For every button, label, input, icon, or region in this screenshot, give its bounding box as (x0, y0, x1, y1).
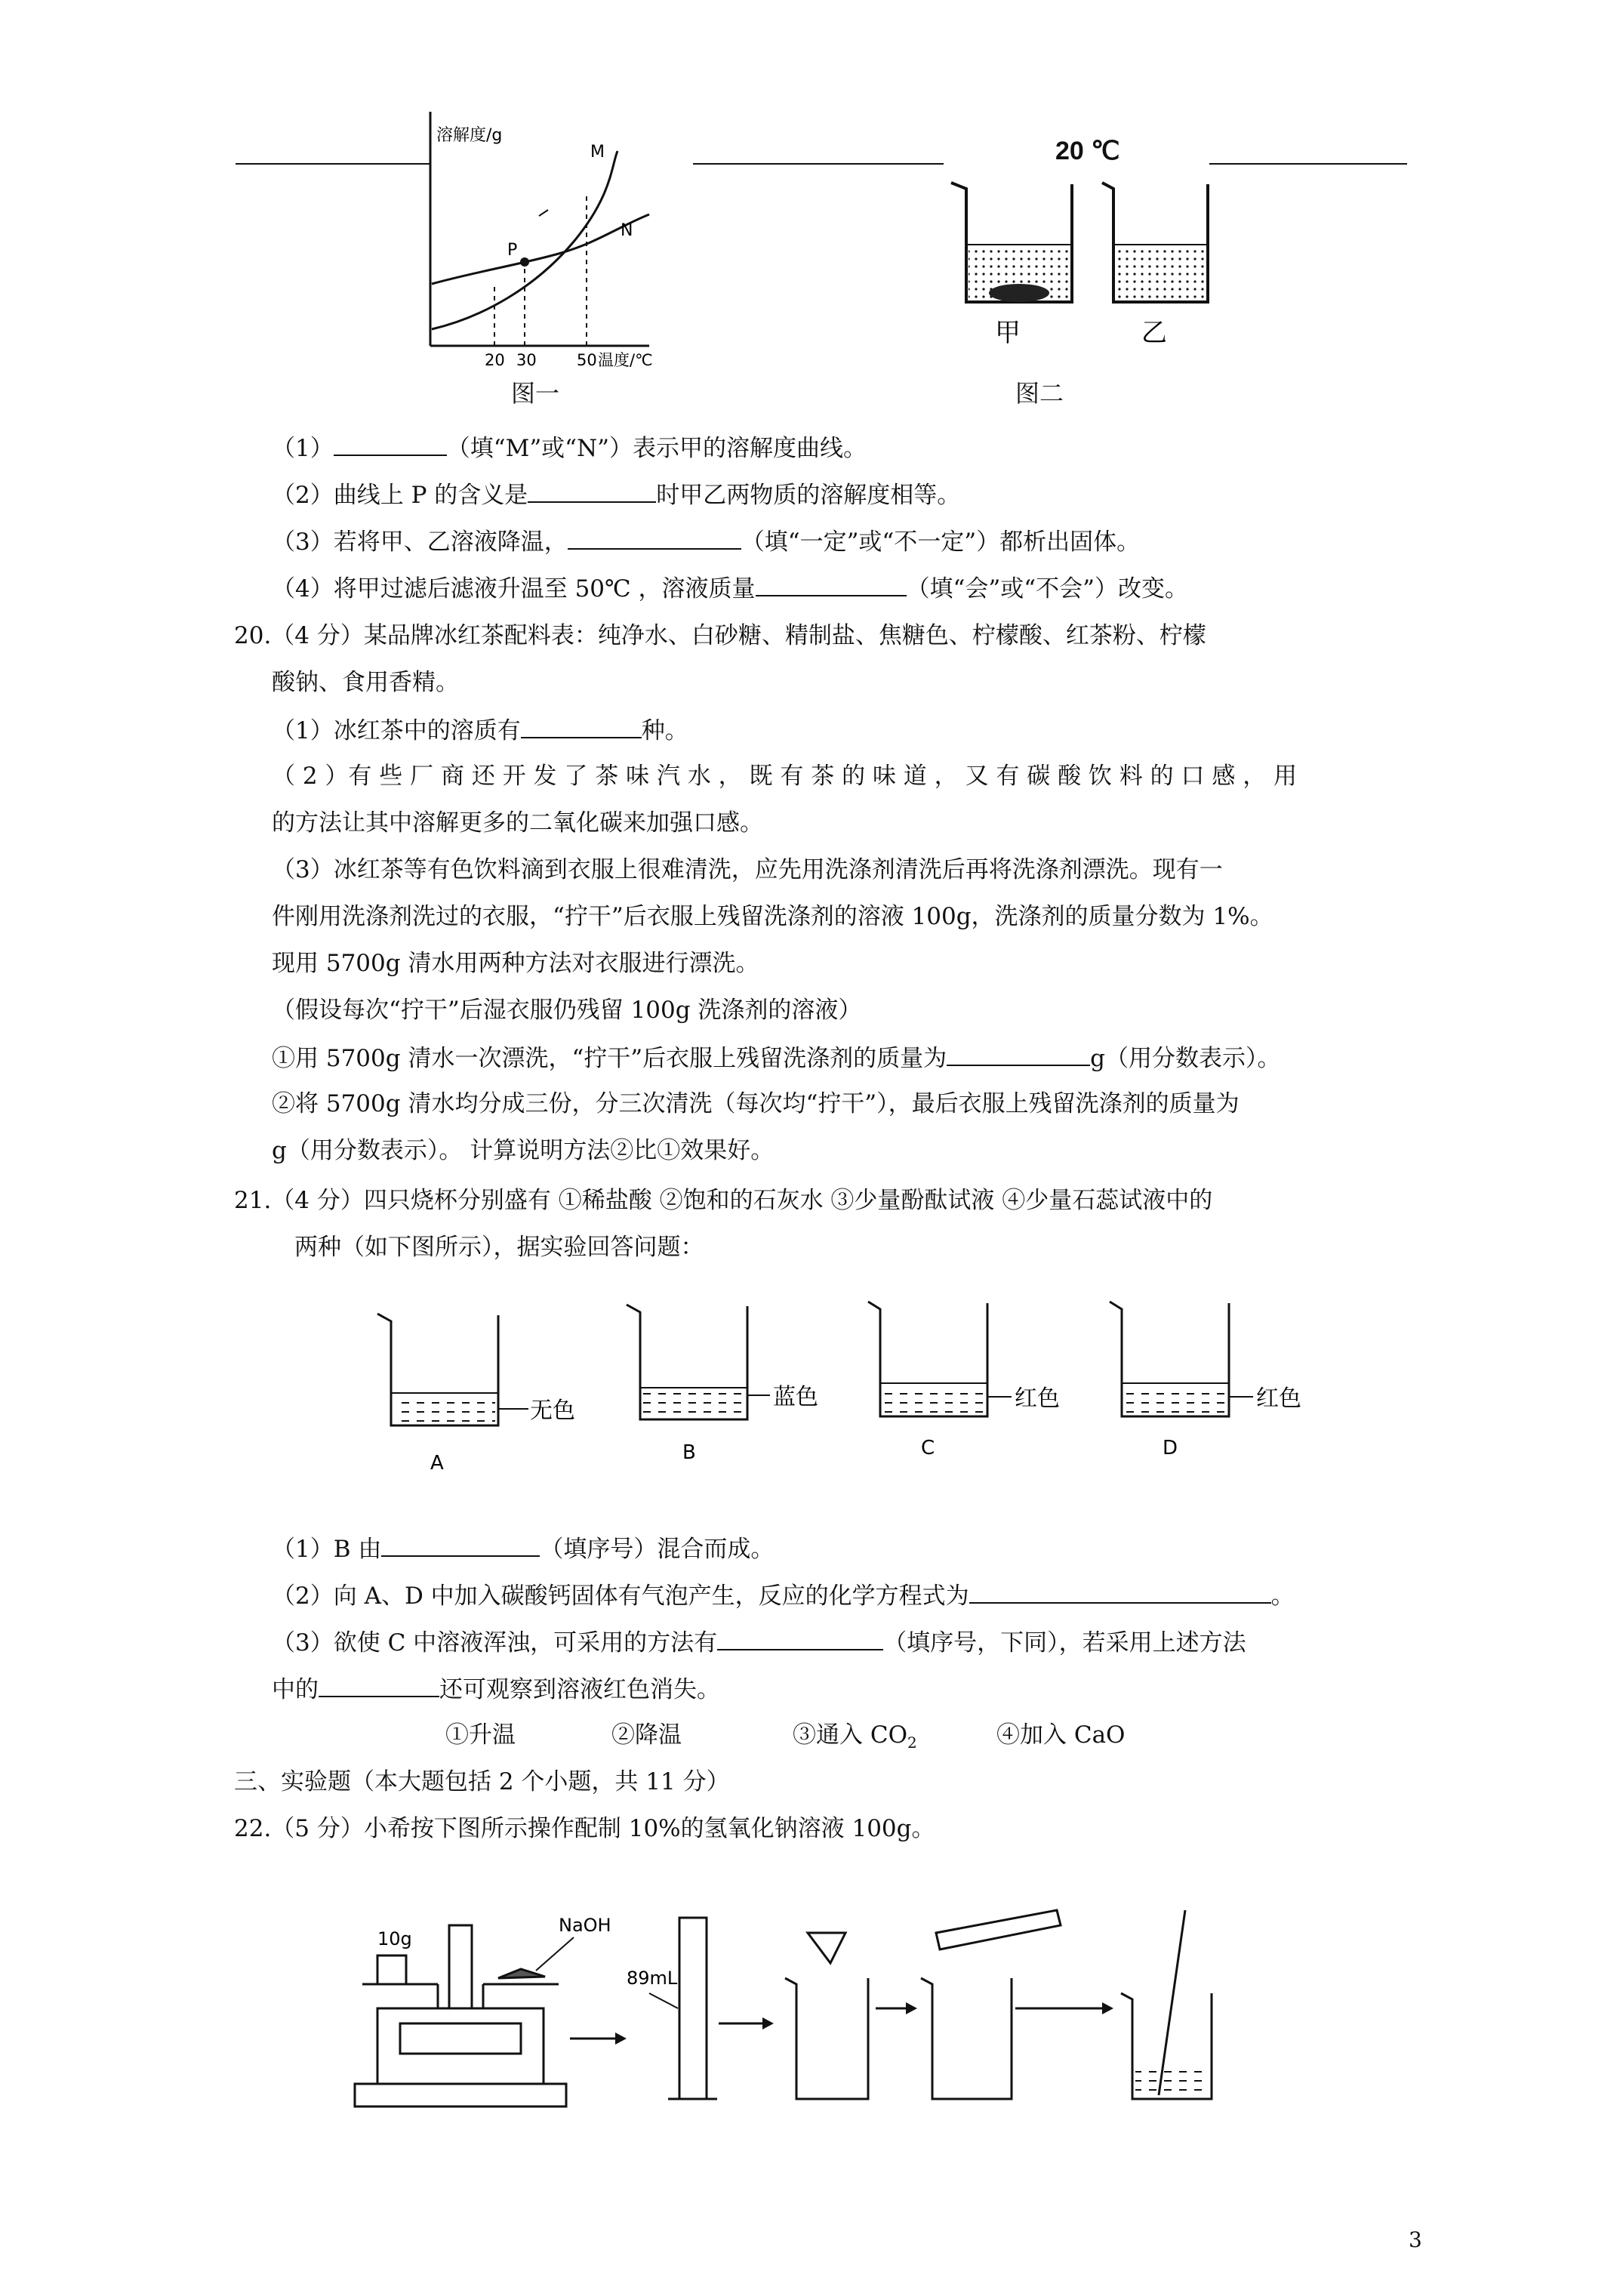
figure-1-caption: 图一 (511, 379, 560, 408)
q21-options (445, 1720, 1125, 1758)
beaker-a-label: A (430, 1452, 444, 1475)
beakers-figure (944, 174, 1230, 347)
fig2-temperature: 20 ℃ (1055, 137, 1120, 165)
volume-label: 89mL (627, 1968, 678, 1989)
beaker-pouring-icon (921, 1910, 1061, 2099)
q20-item-1: （1）冰红茶中的溶质有 种。 (272, 714, 688, 746)
q20-item-2: （ 2 ）有 些 厂 商 还 开 发 了 茶 味 汽 水 ， 既 有 茶 的 味 道 ， 又 有 碳 酸 饮 料 的 口 感 ， 用 (272, 763, 1298, 790)
option-3: ③通入 $CO_2$ (793, 1721, 917, 1752)
weight-label: 10g (377, 1928, 412, 1949)
beaker-d-label: D (1163, 1437, 1178, 1459)
q21-item-1: （1）B 由 （填序号）混合而成。 (272, 1533, 774, 1564)
q19-item-1: （1） （填“M”或“N”）表示甲的溶解度曲线。 (272, 432, 867, 464)
x-axis-label: 温度/℃ (598, 351, 653, 369)
beaker-b-label: B (682, 1441, 696, 1464)
point-p-label: P (507, 241, 518, 260)
q19-item-3: （3）若将甲、乙溶液降温， （填“一定”或“不一定”）都析出固体。 (272, 525, 1140, 557)
option-2: ②降温 (611, 1721, 682, 1749)
beaker-b (627, 1305, 770, 1419)
beaker-a-color: 无色 (530, 1398, 575, 1424)
four-beakers-figure (370, 1299, 1321, 1487)
point-p (520, 257, 529, 267)
curve-n-label: N (621, 221, 633, 240)
q20-item-3-method1: ①用 5700g 清水一次漂洗，“拧干”后衣服上残留洗涤剂的质量为 g（用分数表示）。 (272, 1042, 1280, 1074)
naoh-label: NaOH (559, 1915, 611, 1936)
beaker-a (377, 1314, 528, 1425)
q21-item-3-cont: 中的 还可观察到溶液红色消失。 (272, 1673, 720, 1705)
q20-item-3-assumption: （假设每次“拧干”后湿衣服仍残留 100g 洗涤剂的溶液） (272, 997, 862, 1024)
q19-item-4: （4）将甲过滤后滤液升温至 50℃ ，溶液质量 （填“会”或“不会”）改变。 (272, 572, 1188, 604)
q21-item-2: （2）向 A、D 中加入碳酸钙固体有气泡产生，反应的化学方程式为 。 (272, 1579, 1295, 1611)
q21-title-cont: 两种（如下图所示），据实验回答问题： (294, 1234, 704, 1261)
answer-line-middle (693, 163, 944, 165)
x-tick-50: 50 (577, 351, 597, 369)
beaker-jia-label: 甲 (995, 318, 1021, 347)
beaker-d (1110, 1302, 1253, 1416)
answer-line-right (1209, 163, 1407, 165)
q20-item-3-cont2: 现用 5700g 清水用两种方法对衣服进行漂洗。 (272, 950, 759, 977)
q20-title-cont: 酸钠、食用香精。 (272, 669, 459, 696)
beaker-yi-label: 乙 (1141, 318, 1167, 347)
page-number: 3 (1409, 2227, 1422, 2252)
x-tick-20: 20 (485, 351, 505, 369)
q20-item-2-cont: 的方法让其中溶解更多的二氧化碳来加强口感。 (272, 809, 763, 837)
beaker-c-color: 红色 (1015, 1385, 1060, 1412)
q22-title: 22.（5 分）小希按下图所示操作配制 10%的氢氧化钠溶液 100g。 (234, 1815, 935, 1842)
y-axis-label: 溶解度/g (436, 126, 503, 145)
figure-2-caption: 图二 (1015, 379, 1064, 408)
beaker-d-color: 红色 (1256, 1385, 1301, 1412)
q20-item-3-cont1: 件刚用洗涤剂洗过的衣服，“拧干”后衣服上残留洗涤剂的溶液 100g，洗涤剂的质量分数为 1%。 (272, 903, 1273, 930)
beaker-b-color: 蓝色 (773, 1384, 818, 1410)
balance-icon (355, 1925, 566, 2106)
section-3-heading: 三、实验题（本大题包括 2 个小题，共 11 分） (234, 1768, 730, 1795)
q21-item-3: （3）欲使 C 中溶液浑浊，可采用的方法有 （填序号，下同），若采用上述方法 (272, 1626, 1246, 1658)
beaker-c (868, 1302, 1012, 1416)
option-1: ①升温 (445, 1721, 516, 1749)
q21-title: 21.（4 分）四只烧杯分别盛有 ①稀盐酸 ②饱和的石灰水 ③少量酚酞试液 ④少量石蕊试液中的 (234, 1187, 1213, 1214)
q20-item-3-method2: ②将 5700g 清水均分成三份，分三次清洗（每次均“拧干”），最后衣服上残留洗涤剂的质量为 (272, 1090, 1240, 1117)
naoh-preparation-figure (347, 1895, 1253, 2122)
cylinder-icon (668, 1918, 717, 2099)
solubility-chart (423, 106, 672, 378)
curve-m-label: M (590, 143, 605, 162)
q20-item-3: （3）冰红茶等有色饮料滴到衣服上很难清洗，应先用洗涤剂清洗后再将洗涤剂漂洗。现有一 (272, 856, 1223, 883)
beaker-c-label: C (921, 1437, 935, 1459)
answer-line-left (236, 163, 430, 165)
q20-item-3-method2-cont: g（用分数表示）。 计算说明方法②比①效果好。 (272, 1137, 775, 1164)
beaker-funnel-icon (785, 1933, 868, 2099)
precipitate (989, 284, 1049, 302)
curve-m (432, 151, 617, 329)
option-4: ④加入 CaO (996, 1721, 1126, 1749)
q19-item-2: （2）曲线上 P 的含义是 时甲乙两物质的溶解度相等。 (272, 479, 960, 510)
q20-title: 20.（4 分）某品牌冰红茶配料表：纯净水、白砂糖、精制盐、焦糖色、柠檬酸、红茶粉、柠檬 (234, 622, 1206, 649)
x-tick-30: 30 (516, 351, 537, 369)
